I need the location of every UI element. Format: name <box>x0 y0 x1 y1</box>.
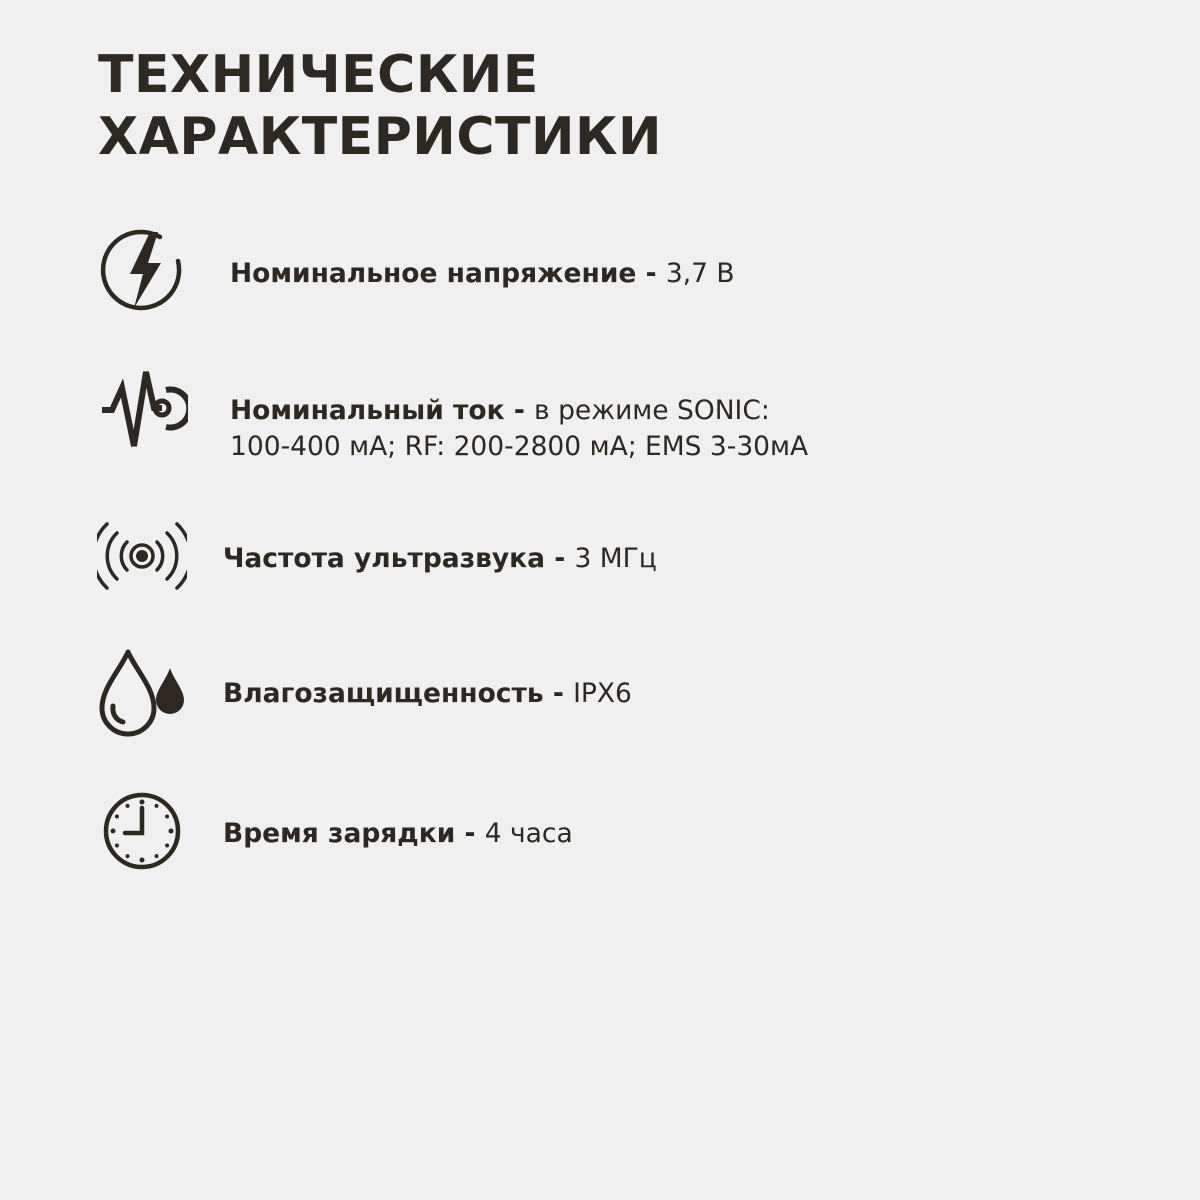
lightning-bolt-icon <box>98 228 188 318</box>
spec-text-line-1 <box>230 392 808 429</box>
current-pulse-icon <box>98 366 188 456</box>
title-line-1: ТЕХНИЧЕСКИЕ <box>98 45 539 105</box>
spec-label: Номинальный ток - <box>230 395 535 426</box>
spec-text-charging-time <box>223 815 573 852</box>
clock-icon <box>97 786 187 876</box>
spec-label: Время зарядки - <box>223 818 485 849</box>
spec-value: 3 МГц <box>574 543 657 574</box>
spec-text-water-resistance <box>223 675 632 712</box>
spec-value: IPX6 <box>573 678 632 709</box>
spec-text-ultrasound <box>223 540 657 577</box>
title-line-2: ХАРАКТЕРИСТИКИ <box>98 107 662 167</box>
ultrasound-waves-icon <box>97 511 187 601</box>
water-drops-icon <box>98 648 188 738</box>
spec-value: в режиме SONIC: <box>534 395 770 426</box>
spec-label: Частота ультразвука - <box>223 543 575 574</box>
spec-label: Влагозащищенность - <box>223 678 574 709</box>
spec-value: 4 часа <box>484 818 573 849</box>
page-title <box>98 44 662 168</box>
spec-value: 3,7 В <box>665 258 735 289</box>
spec-value-line-2: 100-400 мА; RF: 200-2800 мА; EMS 3-30мА <box>230 431 809 462</box>
spec-label: Номинальное напряжение - <box>230 258 666 289</box>
spec-text-voltage <box>230 255 735 292</box>
spec-text-current <box>230 392 808 465</box>
